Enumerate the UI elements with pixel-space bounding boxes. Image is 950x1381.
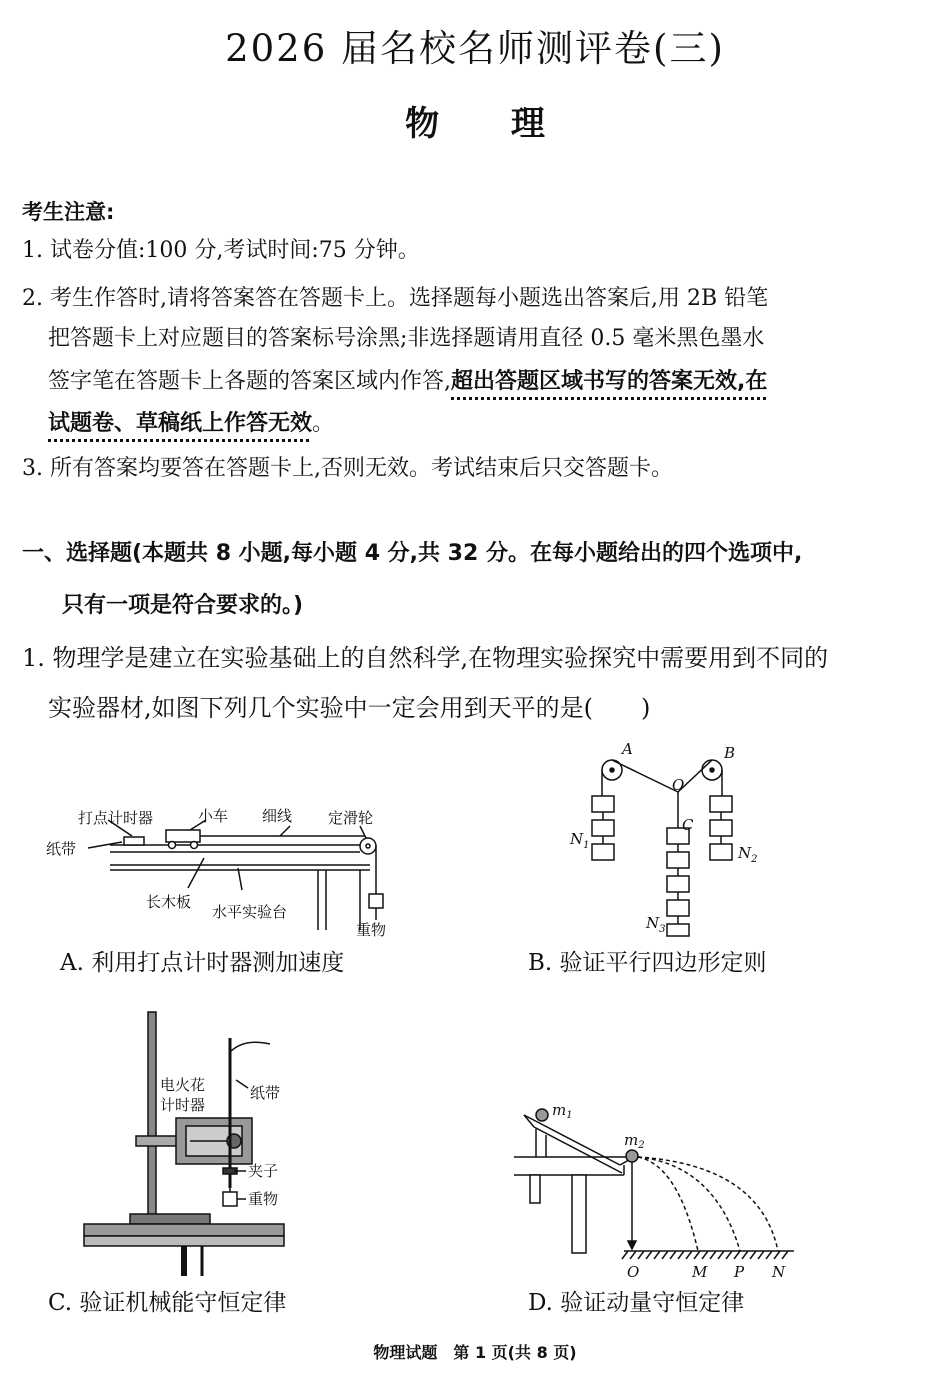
notice-item-2-line-1: 2. 考生作答时,请将答案答在答题卡上。选择题每小题选出答案后,用 2B 铅笔: [22, 286, 769, 311]
label-point-p: P: [734, 1263, 745, 1281]
notice-item-3: 3. 所有答案均要答在答题卡上,否则无效。考试结束后只交答题卡。: [22, 456, 673, 481]
section-heading-line-1: 一、选择题(本题共 8 小题,每小题 4 分,共 32 分。在每小题给出的四个选项中,: [22, 541, 803, 566]
label-cart: 小车: [198, 807, 229, 825]
caption-d: D. 验证动量守恒定律: [528, 1290, 745, 1316]
section-heading-line-2: 只有一项是符合要求的。): [62, 593, 304, 618]
notice-item-2-line-4: [48, 406, 334, 437]
label-n3: $N_3$: [646, 914, 666, 935]
notice-item-1: 1. 试卷分值:100 分,考试时间:75 分钟。: [22, 238, 420, 263]
notice-item-2-line-2: 把答题卡上对应题目的答案标号涂黑;非选择题请用直径 0.5 毫米黑色墨水: [48, 326, 765, 351]
caption-c: C. 验证机械能守恒定律: [48, 1290, 287, 1316]
label-paper-tape: 纸带: [46, 840, 77, 858]
subject-title: 物 理: [405, 104, 545, 144]
notice-item-2-line-3: [48, 364, 767, 395]
figure-b-parallelogram: [560, 738, 780, 938]
label-weight: 重物: [356, 921, 387, 939]
caption-b: B. 验证平行四边形定则: [528, 950, 767, 976]
label-n2: $N_2$: [738, 844, 758, 865]
label-point-c: C: [682, 816, 694, 834]
label-point-o: O: [672, 776, 685, 794]
label-spark-timer-2: 计时器: [160, 1096, 206, 1114]
label-long-board: 长木板: [146, 893, 192, 911]
notice-plain-text: 签字笔在答题卡上各题的答案区域内作答,: [48, 369, 451, 394]
figure-d-momentum: [510, 1095, 810, 1285]
caption-a: A. 利用打点计时器测加速度: [60, 950, 345, 976]
label-spark-timer-1: 电火花: [160, 1076, 206, 1094]
question-1-line-2: 实验器材,如图下列几个实验中一定会用到天平的是( ): [48, 694, 651, 722]
label-clip: 夹子: [248, 1162, 279, 1180]
label-weight-c: 重物: [248, 1190, 279, 1208]
notice-heading: 考生注意:: [22, 200, 115, 224]
label-point-a: A: [622, 740, 633, 758]
page-footer: 物理试题 第 1 页(共 8 页): [373, 1343, 577, 1362]
label-point-o-d: O: [627, 1263, 640, 1281]
label-m1: $m_1$: [552, 1101, 573, 1121]
label-pulley: 定滑轮: [328, 809, 374, 827]
label-point-n: N: [772, 1263, 786, 1281]
notice-emphasis-text-2: 试题卷、草稿纸上作答无效: [48, 411, 313, 436]
figure-a-ticker-timer: [40, 790, 420, 940]
label-point-m: M: [692, 1263, 708, 1281]
label-tape: 纸带: [250, 1084, 281, 1102]
notice-emphasis-text: 超出答题区域书写的答案无效,在: [451, 369, 768, 394]
label-ticker-timer: 打点计时器: [78, 809, 154, 827]
question-1-line-1: 1. 物理学是建立在实验基础上的自然科学,在物理实验探究中需要用到不同的: [22, 644, 829, 672]
label-table: 水平实验台: [212, 903, 288, 921]
label-point-b: B: [724, 744, 736, 762]
exam-title: 2026 届名校名师测评卷(三): [225, 27, 725, 70]
label-string: 细线: [262, 807, 293, 825]
notice-period: 。: [312, 411, 335, 436]
label-n1: $N_1$: [570, 830, 590, 851]
figure-c-energy-conservation: [80, 1008, 340, 1278]
label-m2: $m_2$: [624, 1131, 645, 1151]
